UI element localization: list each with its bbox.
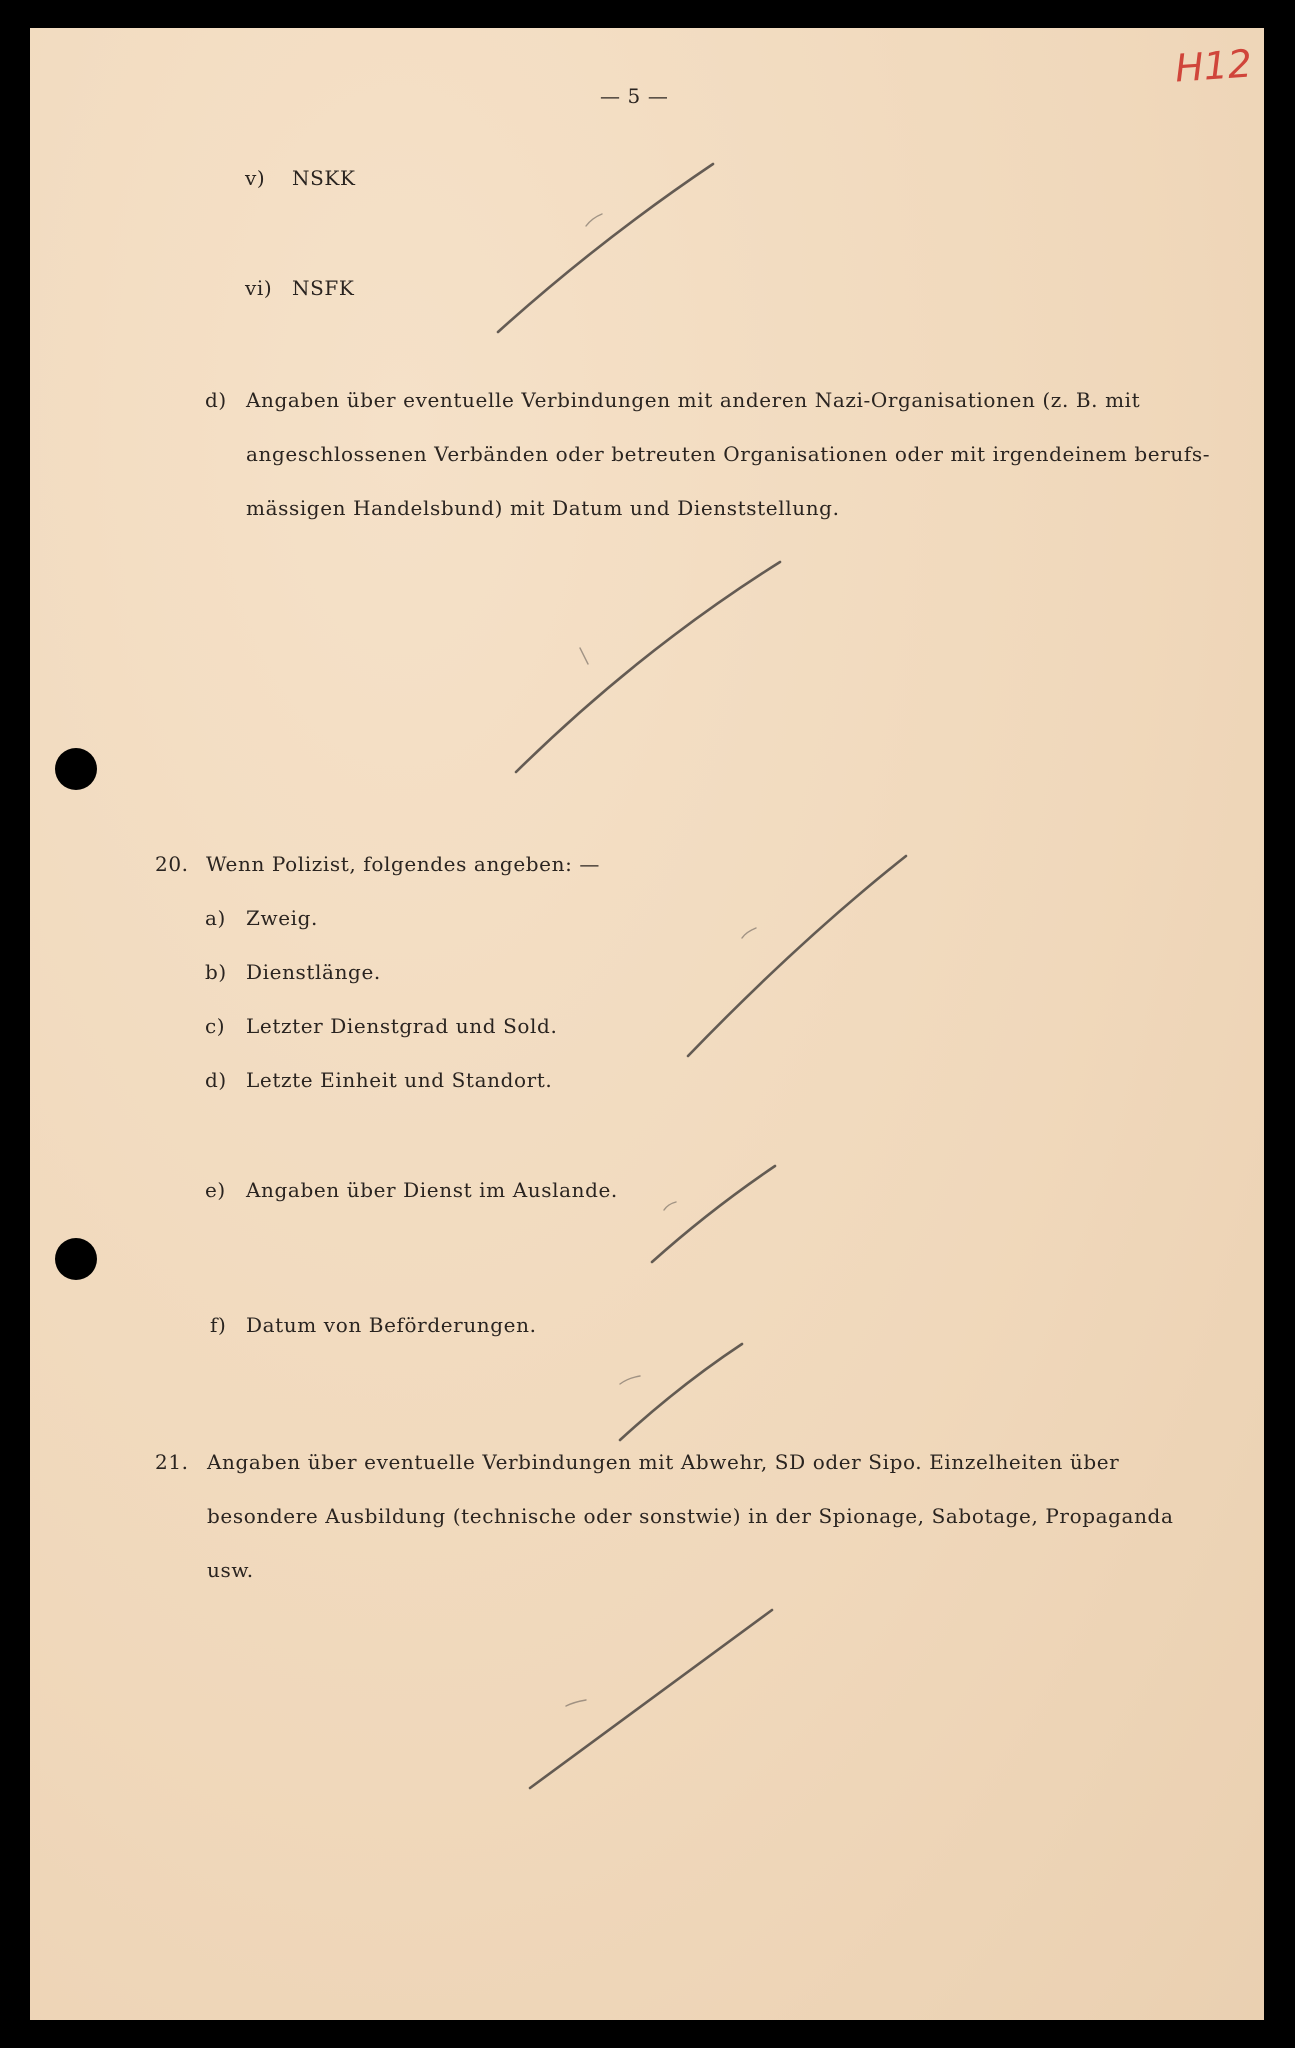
question-21-line3: usw. xyxy=(207,1558,254,1582)
page-number: — 5 — xyxy=(600,84,669,108)
question-20-number: 20. xyxy=(155,852,189,876)
question-20-text: Wenn Polizist, folgendes angeben: — xyxy=(206,852,600,876)
strike-item-d xyxy=(516,562,780,772)
q20-d-label: d) xyxy=(205,1068,227,1092)
q20-c-label: c) xyxy=(205,1014,226,1038)
strike-item-f xyxy=(620,1344,742,1440)
strike-question-20 xyxy=(688,856,906,1056)
strike-nskk-nsfk xyxy=(498,164,713,332)
q20-f-text: Datum von Beförderungen. xyxy=(246,1313,537,1337)
strike-question-21 xyxy=(530,1610,772,1788)
item-d-label: d) xyxy=(205,388,227,412)
strike-item-e xyxy=(652,1166,775,1262)
q20-d-text: Letzte Einheit und Standort. xyxy=(246,1068,553,1092)
item-v-text: NSKK xyxy=(292,166,356,190)
item-d-line2: angeschlossenen Verbänden oder betreuten Organisationen oder mit irgendeinem berufs- xyxy=(246,442,1211,466)
q20-e-label: e) xyxy=(205,1178,226,1202)
q20-a-label: a) xyxy=(205,906,226,930)
q20-a-text: Zweig. xyxy=(246,906,319,930)
q20-f-label: f) xyxy=(210,1313,227,1337)
handwritten-annotation: H12 xyxy=(1173,41,1254,91)
q20-e-text: Angaben über Dienst im Auslande. xyxy=(246,1178,618,1202)
question-21-line2: besondere Ausbildung (technische oder sonstwie) in der Spionage, Sabotage, Propaganda xyxy=(207,1504,1174,1528)
item-vi-text: NSFK xyxy=(292,276,355,300)
question-21-line1: Angaben über eventuelle Verbindungen mit Abwehr, SD oder Sipo. Einzelheiten über xyxy=(207,1450,1120,1474)
q20-b-text: Dienstlänge. xyxy=(246,960,381,984)
item-d-line1: Angaben über eventuelle Verbindungen mit anderen Nazi-Organisationen (z. B. mit xyxy=(246,388,1141,412)
q20-c-text: Letzter Dienstgrad und Sold. xyxy=(246,1014,558,1038)
item-vi-label: vi) xyxy=(245,276,273,300)
q20-b-label: b) xyxy=(205,960,227,984)
item-d-line3: mässigen Handelsbund) mit Datum und Dienststellung. xyxy=(246,496,840,520)
question-21-number: 21. xyxy=(155,1450,189,1474)
item-v-label: v) xyxy=(245,166,266,190)
